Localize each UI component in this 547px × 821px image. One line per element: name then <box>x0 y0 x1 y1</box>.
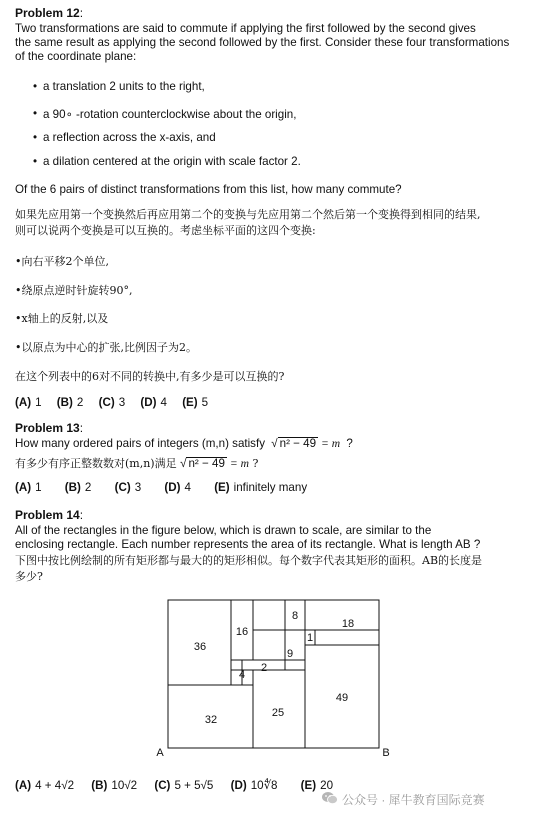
area-label: 8 <box>291 610 299 622</box>
bullet-item: • a 90∘ -rotation counterclockwise about the origin, <box>43 107 296 121</box>
choice-b[interactable] <box>65 481 92 494</box>
question-suffix: ? <box>346 437 353 450</box>
choice-text: 4 <box>160 396 167 409</box>
point-a-label: A <box>156 747 164 759</box>
choice-d[interactable] <box>231 778 278 792</box>
cn-bullet-2: •绕原点逆时针旋转90°, <box>15 284 133 297</box>
problem-13-cn-question <box>15 456 258 472</box>
p14-line-2: enclosing rectangle. Each number represents the area of its rectangle. What is length AB ? <box>15 538 481 551</box>
cn-question-suffix: ? <box>252 457 259 470</box>
problem-12-cn-intro <box>15 207 481 239</box>
choice-label: (A) <box>15 481 32 494</box>
choice-text: 1 <box>35 481 42 494</box>
choice-text: 3 <box>134 481 142 494</box>
problem-14-title-colon: : <box>79 508 84 522</box>
choice-label: (C) <box>114 481 131 494</box>
rectangles-figure <box>150 595 400 765</box>
bullet-item: • a translation 2 units to the right, <box>43 80 205 93</box>
cn-bullet-4: •以原点为中心的扩张,比例因子为2。 <box>15 341 197 354</box>
p14-cn-line-1: 下图中按比例绘制的所有矩形都与最大的的矩形相似。每个数字代表其矩形的面积。AB的长度是 <box>15 554 483 567</box>
problem-13-question <box>15 437 353 450</box>
choice-c[interactable] <box>154 779 213 792</box>
choice-d[interactable] <box>140 396 167 409</box>
choice-label: (B) <box>56 396 73 409</box>
problem-13-title-colon: : <box>79 421 84 435</box>
radical-expression: √ n² − 49 = m <box>271 437 341 450</box>
choice-label: (C) <box>98 396 115 409</box>
problem-12-cn-question: 在这个列表中的6对不同的转换中,有多少是可以互换的? <box>15 370 285 383</box>
watermark <box>322 791 485 808</box>
problem-14-cn-text <box>15 553 482 585</box>
equals-m: = m <box>229 457 250 470</box>
cn-bullet-1: •向右平移2个单位, <box>15 255 109 268</box>
choice-b[interactable] <box>57 396 84 409</box>
radicand: n² − 49 <box>279 437 317 450</box>
question-prefix: How many ordered pairs of integers (m,n) satisfy <box>15 437 266 450</box>
choice-label: (E) <box>300 779 317 792</box>
choice-a[interactable] <box>15 481 42 494</box>
problem-12-bullets <box>43 80 523 180</box>
area-label: 25 <box>271 707 285 719</box>
choice-text: 5 <box>201 396 209 409</box>
area-label: 4 <box>238 669 246 681</box>
problem-14-title-text: Problem 14 <box>15 508 80 522</box>
choice-text: 4 + 4√2 <box>35 779 75 792</box>
cn-intro-line-2: 则可以说两个变换是可以互换的。考虑坐标平面的这四个变换: <box>15 224 316 237</box>
area-label: 2 <box>260 662 268 674</box>
problem-12-title-text: Problem 12 <box>15 6 80 20</box>
watermark-text: 公众号 · 犀牛教育国际竞赛 <box>342 793 485 807</box>
area-label: 9 <box>286 648 294 660</box>
choice-d[interactable] <box>164 481 191 494</box>
choice-text: 2 <box>76 396 84 409</box>
problem-12-title-colon: : <box>79 6 84 20</box>
choice-c[interactable] <box>115 481 142 494</box>
problem-12-intro <box>15 22 530 64</box>
choice-label: (E) <box>182 396 198 409</box>
problem-13-title <box>15 421 83 435</box>
problem-14-title <box>15 508 83 522</box>
area-label: 36 <box>193 641 207 653</box>
choice-label: (B) <box>64 481 81 494</box>
problem-12-title <box>15 6 83 20</box>
choice-text: 10√2 <box>111 779 138 792</box>
bullet-item: • a reflection across the x-axis, and <box>43 131 216 144</box>
area-label: 1 <box>306 632 314 644</box>
choice-label: (C) <box>154 779 171 792</box>
intro-line-3: of the coordinate plane: <box>15 50 137 63</box>
choice-a[interactable] <box>15 779 74 792</box>
choice-text: 3 <box>118 396 126 409</box>
cn-question-prefix: 有多少有序正整数数对(m,n)满足 <box>15 457 177 470</box>
problem-12-question: Of the 6 pairs of distinct transformations from this list, how many commute? <box>15 183 402 196</box>
choice-label: (A) <box>15 396 32 409</box>
choice-text: 20 <box>320 779 334 792</box>
choice-text: 1 <box>35 396 42 409</box>
choice-c[interactable] <box>99 396 126 409</box>
cn-intro-line-1: 如果先应用第一个变换然后再应用第二个的变换与先应用第二个然后第一个变换得到相同的结果, <box>15 208 481 221</box>
area-label: 18 <box>341 618 355 630</box>
choice-label: (D) <box>140 396 157 409</box>
bullet-item: • a dilation centered at the origin with scale factor 2. <box>43 155 301 168</box>
choice-label: (A) <box>15 779 32 792</box>
choice-label: (E) <box>214 481 230 494</box>
p14-line-1: All of the rectangles in the figure below, which is drawn to scale, are similar to the <box>15 524 432 537</box>
choice-text: 4 <box>184 481 191 494</box>
problem-13-title-text: Problem 13 <box>15 421 80 435</box>
choice-text: infinitely many <box>233 481 308 494</box>
intro-line-2: the same result as applying the second followed by the first. Consider these four transformations <box>15 36 510 49</box>
choice-label: (D) <box>230 779 247 792</box>
equals-m: = m <box>321 437 341 450</box>
choice-label: (B) <box>91 779 108 792</box>
choice-e[interactable] <box>182 396 208 409</box>
problem-14-text <box>15 524 480 552</box>
choice-label: (D) <box>164 481 181 494</box>
point-b-label: B <box>382 747 390 759</box>
choice-a[interactable] <box>15 396 42 409</box>
area-label: 49 <box>335 692 349 704</box>
radicand: n² − 49 <box>188 457 225 470</box>
choice-text: 5 + 5√5 <box>174 779 214 792</box>
radical-expression: √ n² − 49 = m <box>180 457 250 470</box>
area-label: 32 <box>204 714 218 726</box>
choice-e[interactable] <box>214 481 307 494</box>
cn-bullet-3: •x轴上的反射,以及 <box>15 312 109 325</box>
choice-text: 2 <box>84 481 92 494</box>
intro-line-1: Two transformations are said to commute if applying the first followed by the second gives <box>15 22 476 35</box>
area-label: 16 <box>235 626 249 638</box>
problem-14-choices <box>15 778 345 792</box>
wechat-icon <box>322 791 338 808</box>
problem-12-choices <box>15 396 220 409</box>
choice-b[interactable] <box>91 779 137 792</box>
choice-text: 10∜8 <box>250 779 278 792</box>
p14-cn-line-2: 多少? <box>15 570 43 583</box>
problem-13-choices <box>15 481 319 494</box>
